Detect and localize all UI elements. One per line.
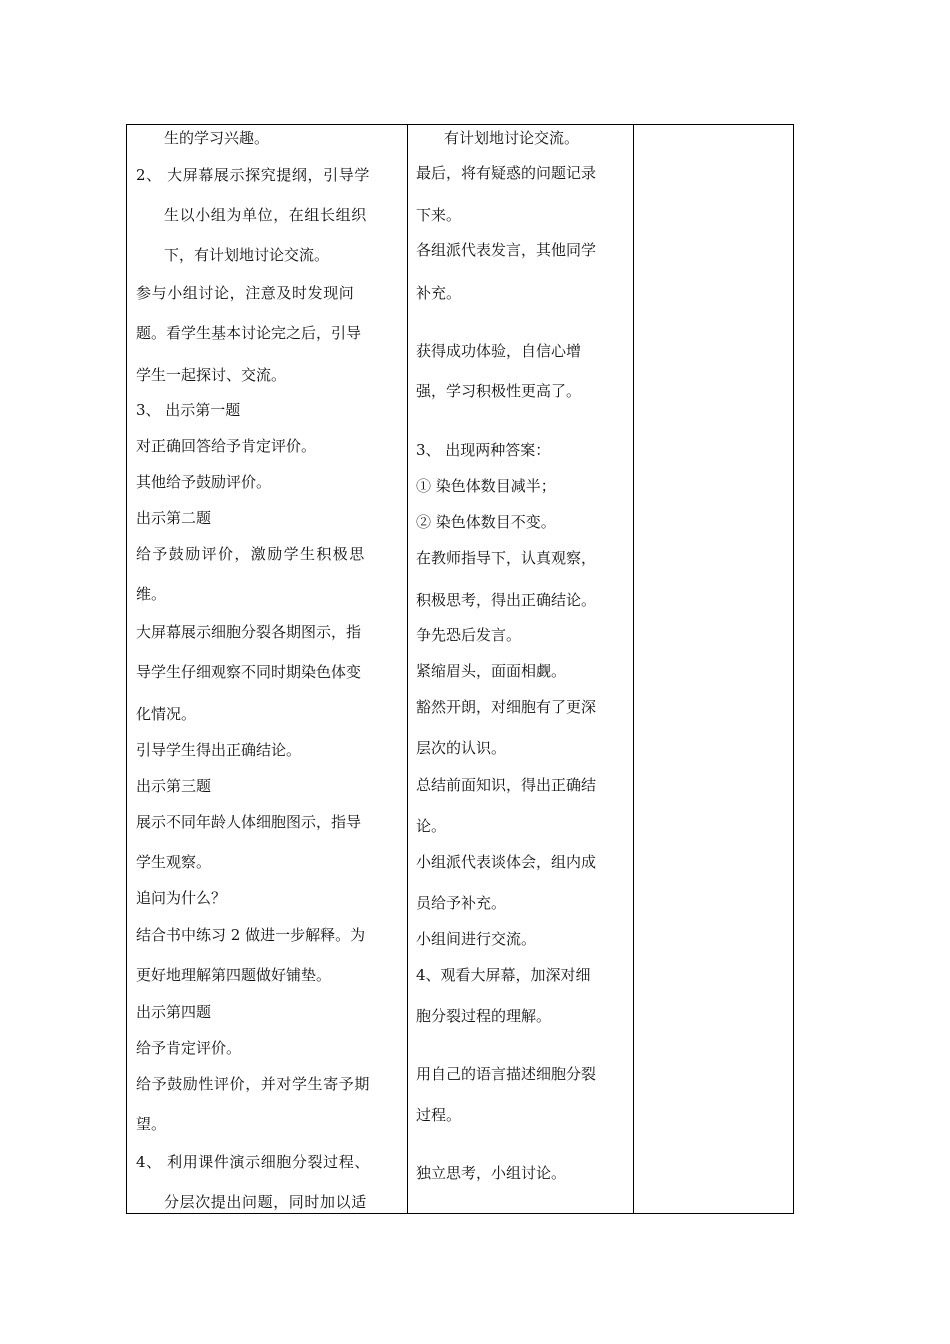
text-line: 2、 大屏幕展示探究提纲，引导学 xyxy=(136,166,370,184)
text-line: 结合书中练习 2 做进一步解释。为 xyxy=(136,926,366,944)
text-line: 展示不同年龄人体细胞图示，指导 xyxy=(136,813,362,831)
text-line: 更好地理解第四题做好铺垫。 xyxy=(136,966,332,984)
text-line: 过程。 xyxy=(416,1106,462,1124)
text-line: 维。 xyxy=(136,585,167,603)
text-line: 引导学生得出正确结论。 xyxy=(136,741,302,759)
text-line: 胞分裂过程的理解。 xyxy=(416,1007,552,1025)
text-line: 给予鼓励评价，激励学生积极思 xyxy=(136,545,366,563)
text-line: ② 染色体数目不变。 xyxy=(416,513,556,531)
text-line: 最后，将有疑惑的问题记录 xyxy=(416,164,597,182)
text-line: 总结前面知识，得出正确结 xyxy=(416,776,597,794)
text-line: 学生一起探讨、交流。 xyxy=(136,366,287,384)
text-line: 补充。 xyxy=(416,284,462,302)
text-line: 积极思考，得出正确结论。 xyxy=(416,591,597,609)
text-line: 对正确回答给予肯定评价。 xyxy=(136,437,317,455)
text-line: 在教师指导下，认真观察， xyxy=(416,549,597,567)
text-line: 生以小组为单位，在组长组织 xyxy=(164,206,367,224)
lesson-table xyxy=(126,124,794,1214)
text-line: 3、 出示第一题 xyxy=(136,401,241,419)
text-line: 独立思考，小组讨论。 xyxy=(416,1164,567,1182)
text-line: 各组派代表发言，其他同学 xyxy=(416,241,597,259)
text-line: 有计划地讨论交流。 xyxy=(444,129,580,147)
text-line: 其他给予鼓励评价。 xyxy=(136,473,272,491)
text-line: 给予鼓励性评价，并对学生寄予期 xyxy=(136,1075,371,1093)
text-line: 出示第二题 xyxy=(136,509,212,527)
text-line: 小组间进行交流。 xyxy=(416,930,537,948)
text-line: ① 染色体数目减半； xyxy=(416,477,556,495)
text-line: 学生观察。 xyxy=(136,853,212,871)
text-line: 大屏幕展示细胞分裂各期图示，指 xyxy=(136,623,362,641)
text-line: 论。 xyxy=(416,817,447,835)
text-line: 下来。 xyxy=(416,206,462,224)
notes-column xyxy=(633,125,793,1213)
text-line: 下，有计划地讨论交流。 xyxy=(164,246,330,264)
text-line: 小组派代表谈体会，组内成 xyxy=(416,853,597,871)
text-line: 化情况。 xyxy=(136,705,197,723)
teacher-activity-column xyxy=(127,125,407,1213)
text-line: 生的学习兴趣。 xyxy=(164,129,270,147)
text-line: 题。看学生基本讨论完之后，引导 xyxy=(136,324,362,342)
text-line: 给予肯定评价。 xyxy=(136,1039,242,1057)
text-line: 争先恐后发言。 xyxy=(416,626,522,644)
text-line: 参与小组讨论，注意及时发现问 xyxy=(136,284,355,302)
text-line: 4、观看大屏幕，加深对细 xyxy=(416,966,591,984)
text-line: 出示第四题 xyxy=(136,1003,212,1021)
text-line: 3、 出现两种答案： xyxy=(416,441,551,459)
text-line: 出示第三题 xyxy=(136,777,212,795)
text-line: 分层次提出问题，同时加以适 xyxy=(164,1193,367,1211)
text-line: 员给予补充。 xyxy=(416,894,507,912)
text-line: 层次的认识。 xyxy=(416,739,507,757)
text-line: 紧缩眉头，面面相觑。 xyxy=(416,662,567,680)
student-activity-column xyxy=(407,125,633,1213)
text-line: 豁然开朗，对细胞有了更深 xyxy=(416,698,597,716)
text-line: 用自己的语言描述细胞分裂 xyxy=(416,1065,597,1083)
text-line: 导学生仔细观察不同时期染色体变 xyxy=(136,663,362,681)
text-line: 获得成功体验，自信心增 xyxy=(416,342,582,360)
text-line: 追问为什么？ xyxy=(136,889,227,907)
text-line: 4、 利用课件演示细胞分裂过程、 xyxy=(136,1153,370,1171)
text-line: 强，学习积极性更高了。 xyxy=(416,382,582,400)
text-line: 望。 xyxy=(136,1115,167,1133)
